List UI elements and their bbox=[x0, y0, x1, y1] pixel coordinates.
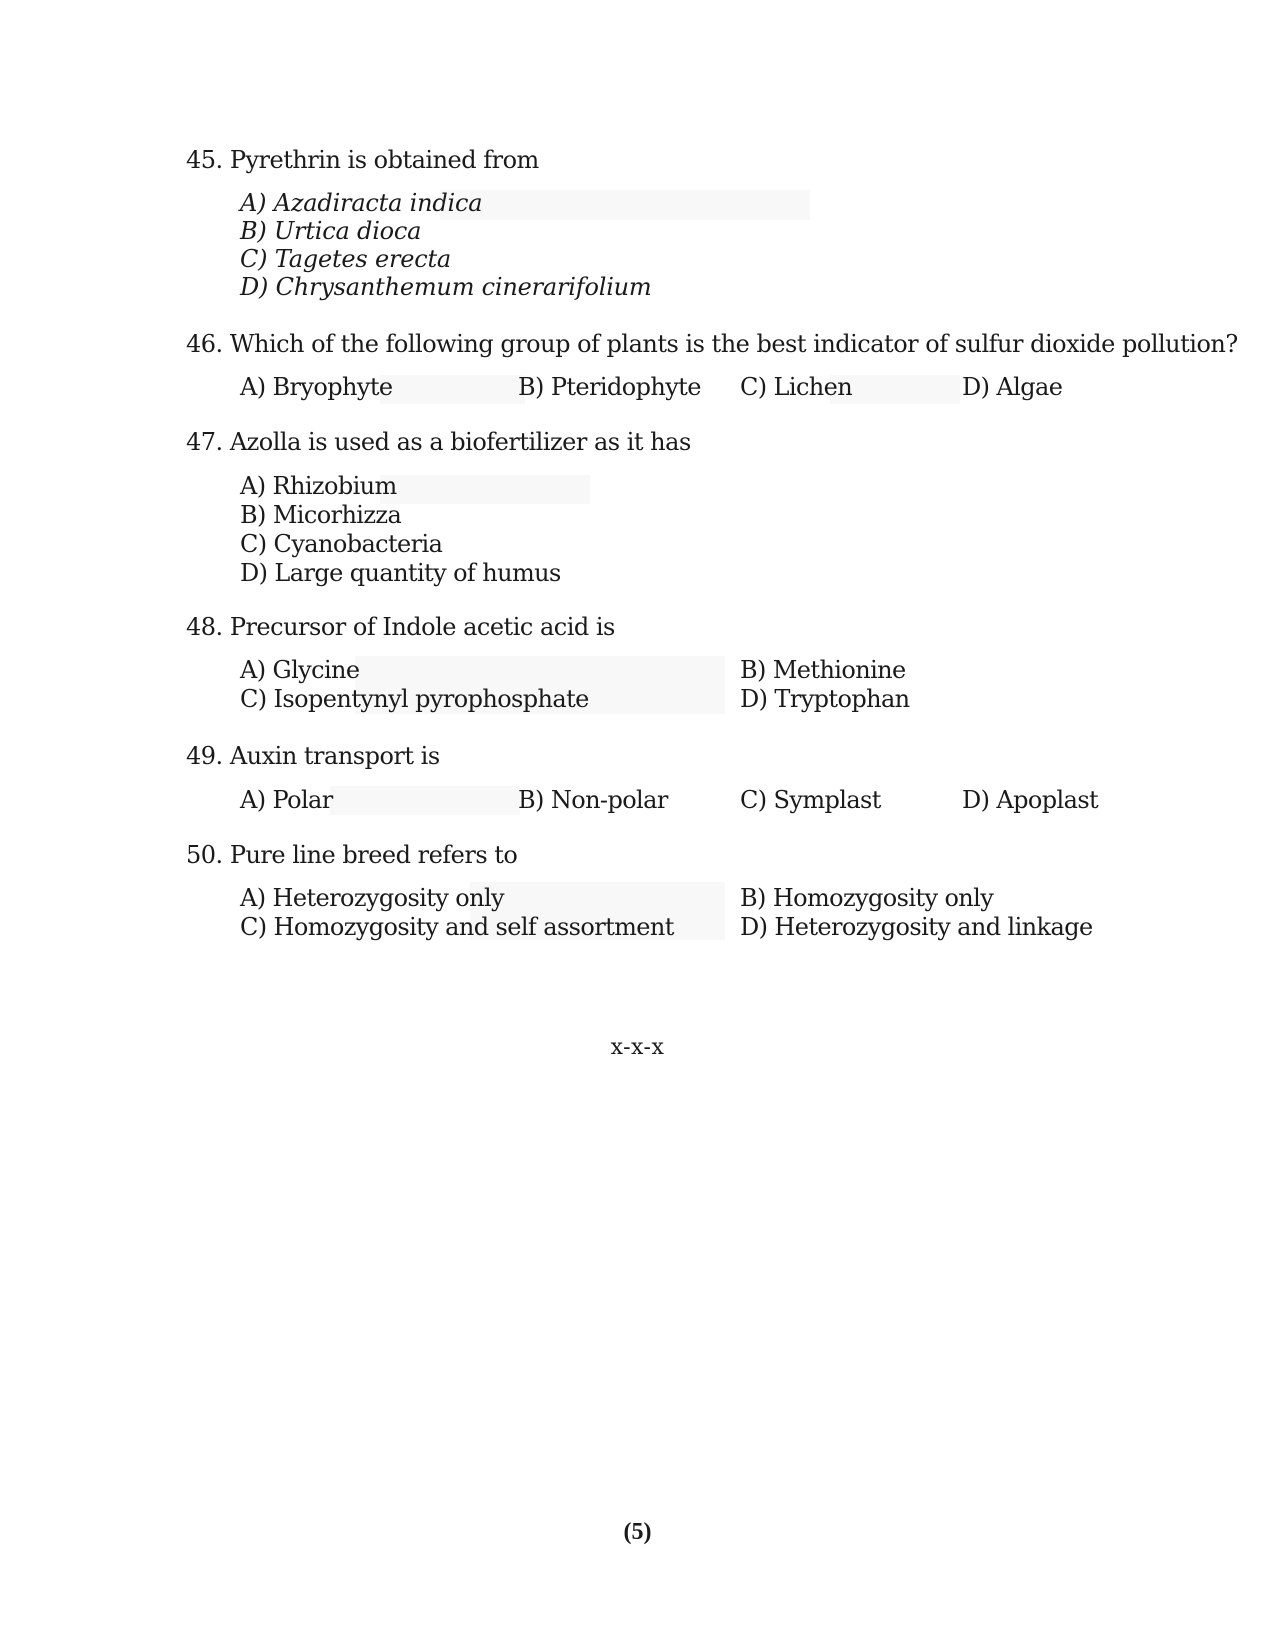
page-number: (5) bbox=[623, 1519, 652, 1545]
question-number: 47. bbox=[186, 428, 223, 456]
option-a: A) Azadiracta indica bbox=[240, 189, 483, 217]
option-d: D) Algae bbox=[962, 373, 1063, 401]
option-b: B) Non-polar bbox=[518, 786, 668, 814]
question-text: Auxin transport is bbox=[229, 742, 440, 770]
option-b: B) Urtica dioca bbox=[240, 217, 422, 245]
question-text: Which of the following group of plants is the best indicator of sulfur dioxide pollution? bbox=[229, 330, 1238, 358]
question-50 bbox=[186, 841, 517, 869]
question-45 bbox=[186, 146, 539, 174]
question-49 bbox=[186, 742, 440, 770]
option-c: C) Tagetes erecta bbox=[240, 245, 452, 273]
option-b: B) Methionine bbox=[740, 656, 906, 684]
option-c: C) Homozygosity and self assortment bbox=[240, 913, 674, 941]
option-a: A) Bryophyte bbox=[240, 373, 393, 401]
question-47 bbox=[186, 428, 691, 456]
option-b: B) Homozygosity only bbox=[740, 884, 994, 912]
option-d: D) Tryptophan bbox=[740, 685, 910, 713]
option-d: D) Large quantity of humus bbox=[240, 559, 561, 587]
highlight-band bbox=[330, 786, 520, 815]
question-number: 50. bbox=[186, 841, 223, 869]
question-number: 45. bbox=[186, 146, 223, 174]
question-number: 49. bbox=[186, 742, 223, 770]
option-c: C) Symplast bbox=[740, 786, 881, 814]
question-46 bbox=[186, 330, 1238, 358]
option-d: D) Apoplast bbox=[962, 786, 1099, 814]
option-a: A) Polar bbox=[240, 786, 333, 814]
highlight-band bbox=[440, 190, 810, 220]
question-number: 46. bbox=[186, 330, 223, 358]
question-number: 48. bbox=[186, 613, 223, 641]
option-a: A) Rhizobium bbox=[240, 472, 397, 500]
question-text: Pyrethrin is obtained from bbox=[229, 146, 539, 174]
option-c: C) Isopentynyl pyrophosphate bbox=[240, 685, 589, 713]
option-c: C) Cyanobacteria bbox=[240, 530, 443, 558]
question-text: Precursor of Indole acetic acid is bbox=[229, 613, 615, 641]
option-c: C) Lichen bbox=[740, 373, 853, 401]
option-a: A) Glycine bbox=[240, 656, 360, 684]
question-text: Azolla is used as a biofertilizer as it has bbox=[229, 428, 691, 456]
option-b: B) Micorhizza bbox=[240, 501, 402, 529]
option-a: A) Heterozygosity only bbox=[240, 884, 505, 912]
question-text: Pure line breed refers to bbox=[229, 841, 518, 869]
question-48 bbox=[186, 613, 615, 641]
option-d: D) Chrysanthemum cinerarifolium bbox=[240, 273, 652, 301]
end-marker: x-x-x bbox=[610, 1035, 665, 1060]
option-d: D) Heterozygosity and linkage bbox=[740, 913, 1093, 941]
highlight-band bbox=[380, 375, 525, 404]
highlight-band bbox=[380, 475, 590, 504]
option-b: B) Pteridophyte bbox=[518, 373, 701, 401]
